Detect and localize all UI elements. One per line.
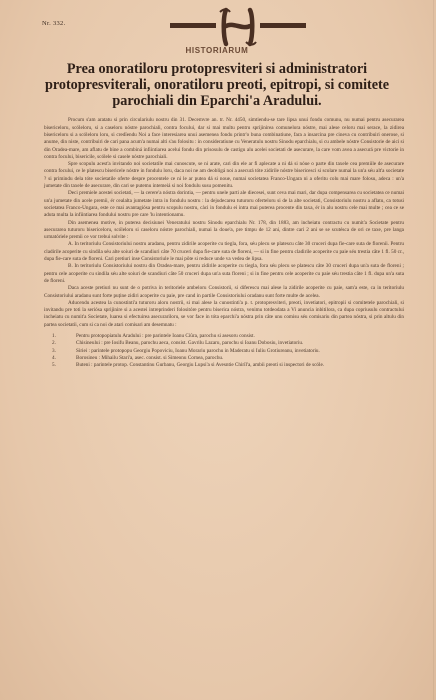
list-item-number: 5. [52,362,56,369]
paragraph: Din asemenea motive, in puterea decisiunei Veneratului nostru Sinodu eparchialu Nr. 178, din 1883, am incheiatu contractu cu numit'a Societate pentru asecurarea tuturoru bisericeloru, scóleloru si caseloru nóstre parochiali, numai la doue'a, pre timpu de 12 ani, dintre cari 2 ani se se scutésca de ori ce taxe, pre langa urmatóriele premii ce vor trebui solvite : [44,219,404,241]
paragraph: Deci premiele acestei societati, — la cerere'a nóstra dorintia, — pentru unele parti ale diecesei, sunt ceva mai mari, dar dupa compensarea cu societatea ce numai un'a jumetate din acele premii, ér cealalta jumetate intra in fondulu nostru : la dejudecarea tuturoru oferteloru si de la alte societati, Consistoriulu nostru a aflatu, ca totusi societatea Franco-Ungara, este ce mai avantagiósa pentru scopulu nostru, càci in fondulu ei intra mai puterea procente din taxa, ér in alu nostru cele mai multe ; cea ce se aduta multa la infiintiarea fondului nostru pre care 'lu intentionamu. [44,190,404,219]
paragraph: Spre scopulu acest'a invitando noi societatile mai cunoscute, se ni arate, cari din ele ar fi aplecate a ni dá si nóue o parte din taxele cea premiile de asecurare contra focului, ce le platescu bisericele nóstre in fondulu loru, daca noi ne am deobligá noi a asecurá tóte zidirile nóstre bisericesci si scolare numai la un'a séu alt'a societate ? si primindu dela tóte societatile oferte despre procentele ce ni le ar putea dá si noue, numai societatea Franco-Ungara ni a oferitu colu mai mare folosu, adeca : un'a jumetate din taxele de asecurare, din cari se putemu intemeiá si noi fondulu susu pomenitu. [44,161,404,190]
document-number: Nr. 332. [42,20,66,27]
commissioner-list [44,333,404,369]
document-body [44,117,404,369]
page-header [20,0,414,55]
list-item-text: Siriei : parintele protopopu Georgiu Popoviciu, Ioanu Morariu parochu in Maderatu si Iuliu Grotiureanu, invetiatoriu. [76,347,320,354]
list-item-text: Chisineului : pre Iosifu Beanu, parochu aeca, consist. Gavrilu Lazaru, parochu si Ioanu Dobosiu, invetiatoriu. [76,340,304,347]
list-item [44,355,404,362]
paragraph: Procum s'am aratatu si prin circulariulu nostru din 31. Decemvre an. tr. Nr. 4450, simtiendu-se tare lipsa unui fondu comunu, nu numai pentru asecurarea bisericeloru, scóleloru, si a caseloru nóstre parochiali, contra focului, dar si mai multu pentru sprijinirea comunelora nóstre, mai alese celoru mai serace, la zidirea bisericeloru si a scóleloru loru, si credîendu Noi a face interesiarea unui asemenea fondu printr'o buna combinatiune, fara a insarcina pre cineva cu contribuiri onerose, si anume, din niste, contribuiri de cari pana acum'a numai alti s'au folositu : in consideratiune cu Veneratulu nostru Sinodu eparchialu, si cu ambele nóstre Consistorie de aici si din Oradea-mare, am aflatu de bine a combiná infiintiarea acelui fondu din prisosulu de castigu alu acelei societati de asecurare, la care vom avea a asecurá pre victorie in contra focului, bisericile, scólele si casele nóstre parochiali. [44,117,404,160]
list-item-text: Pentru protopopiatulu Aradului : pre parintele Ioanu Ciûra, parochu si asesoru consist. [76,333,255,339]
list-item-text: Borosineu : Mihailu Stari'a, asec. consist. si Simeonu Cornea, parochu. [76,354,224,361]
historiarum-h-logo-icon [170,6,306,48]
list-item-number: 3. [52,347,56,354]
list-item [44,362,404,369]
brand-wordmark: HISTORIARUM [185,46,249,55]
paragraph: A. In teritoriulu Consistoriului nostru aradanu, pentru zidirile acoperite cu tiegla, fora, séu plecu se platescu câte 30 cruceri dupa fie-care suta de florenii. Pentru cladirile acoperite cu sindila séu alte soiuri de scandiuri câte 70 cruceri dupa fie-care suta de floreni, — si in fine pentru cladirile acoperite cu paie séu trestia câte 1 fl. 50 cr., dupa fie-care suta de floreni. Cari pretiuri inse Consistoriule le mai pôte si reduce unde va vedea de lipsa. [44,241,404,263]
list-item [44,348,404,355]
list-item-number: 1. [52,333,56,339]
page-fold-shadow [433,0,434,700]
paragraph: B. In teritoriulu Consistoriului nostru din Oradea-mare, pentru zidirile acoperite cu tiegla, fora séu plecu se platescu câte 30 cruceri dupa un'a suta de floreni ; pentru cele acoperite cu sindila séu alte soiuri de scandiuri câte 50 cruceri dupa un'a suta floreni ; si in fine pentru cele acoperite cu paie séu trestia câte 1 fl. dupa un'a suta de floreni. [44,263,404,284]
list-item-number: 2. [52,340,56,347]
list-item-number: 4. [52,354,56,361]
paragraph: Aducendu acestea la cunostinti'a tuturoru aloru nostrii, si mai alese la cunostinti'a p. t. protopresviteri, preoti, invetiatori, epitropii si comitetele parochiali, si invitandu pre toti la seriósa sprijinire si a acestei intreprinderi folositóre pentru biserica nóstra, venimu totdeodata a Vi anuncia inbitilora, ca dupa copriusulu contractului incheiatu cu numit'a Societate, luarea si efectuirea asecurariloru, se vor face in tóta eparchi'a nóstra prin câte unu comisu séu comisariu din partea nóstra, si prin altulu din partea societatii, cum si ca noi de atari comisari am desemnatu : [44,299,404,328]
list-item [44,340,404,347]
paragraph: Daca aceste pretiuri nu sunt de o potriva in teritoriele ambeloru Consistorii, si diferescu mai alese la zidirile acoperite cu paie, sam'a este, ca in teritoriulu Consistoriului aradanu sunt forte puține zidiri acoperite cu paie, pre cand in partile Consistoriului oradanu sunt forte multe de aceleа. [44,285,404,299]
list-item-text: Buteni : parintele protop. Constantinu Gurbanu, Georgiu Lupsi'a si Avesntie Chirîl'a, ambii preoti si inspectori de scóle. [76,362,325,369]
document-title: Prea onoratiloru protopresviteri si administratori protopresviterali, onoratiloru preoti, epitropi, si comitete parochiali din Eparchi'a Aradului. [44,61,390,109]
